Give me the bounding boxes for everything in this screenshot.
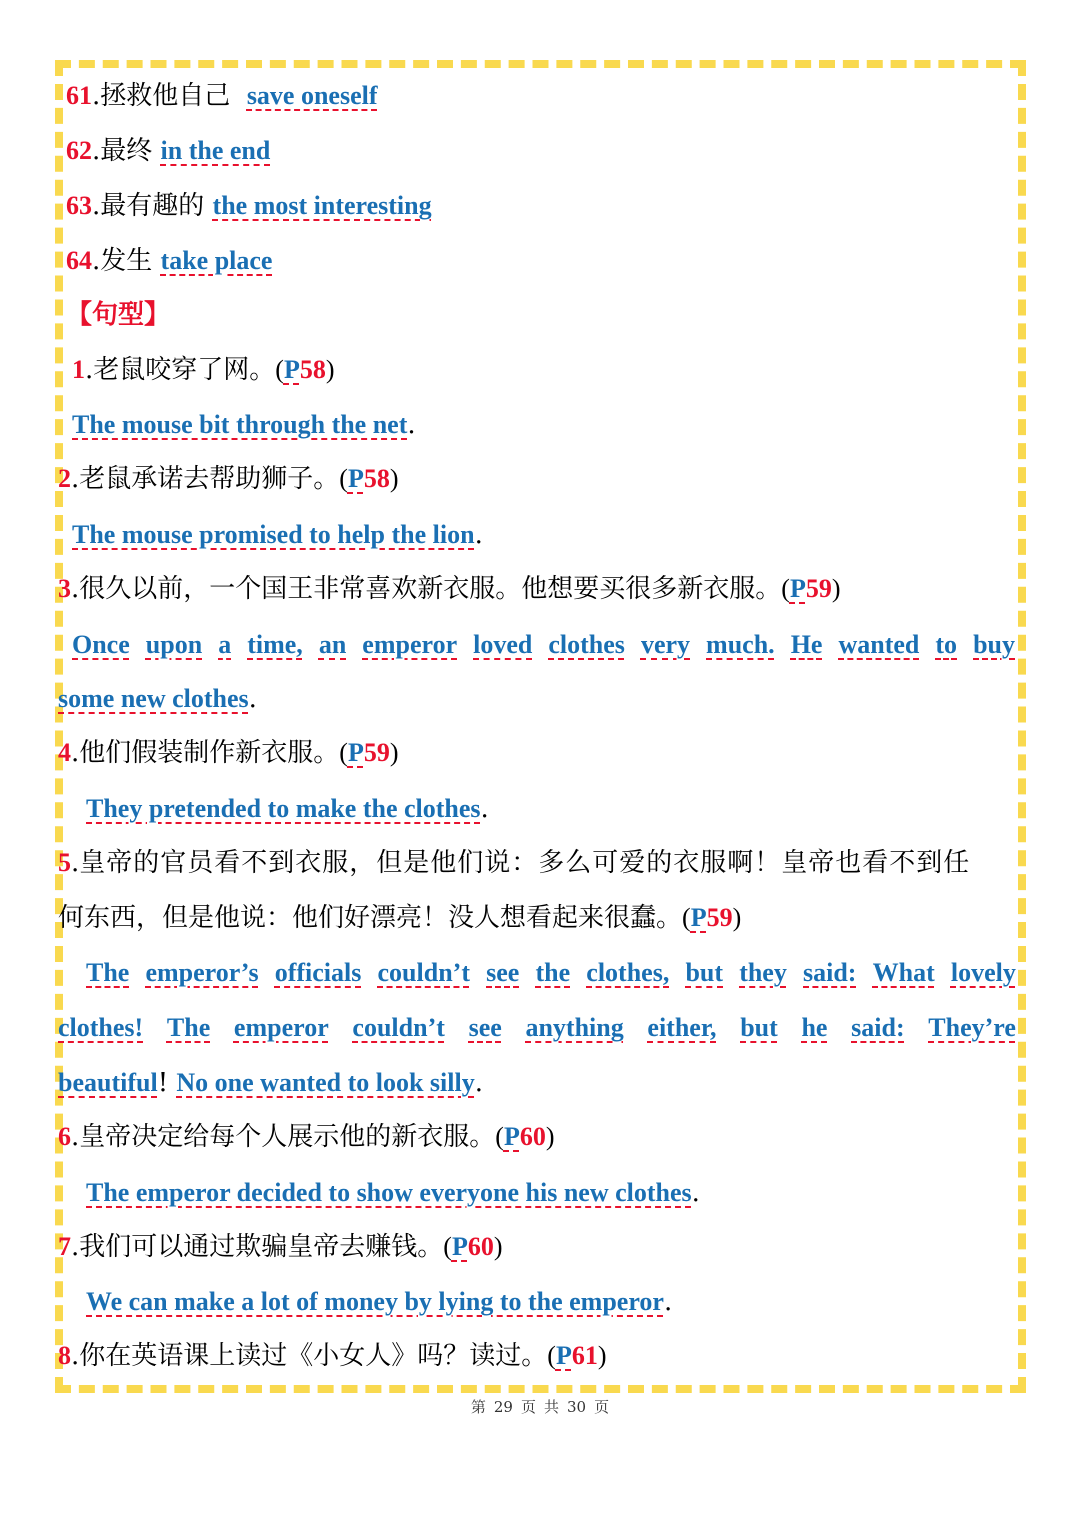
chinese-text: 老鼠承诺去帮助狮子。 (79, 464, 340, 494)
page-ref-number: 59 (805, 574, 832, 603)
word: either, (647, 1013, 717, 1042)
word: Once (72, 630, 130, 659)
sentence-number: 1 (72, 355, 85, 384)
sentence-number: 3 (58, 574, 71, 603)
word: very (640, 630, 691, 659)
english-text: No one wanted to look silly (176, 1068, 475, 1097)
page-ref: (P58) (275, 355, 335, 384)
page-ref-number: 60 (467, 1232, 494, 1261)
chinese-text: 他们假装制作新衣服。 (79, 738, 340, 768)
word: emperor (233, 1013, 329, 1042)
page-ref-number: 58 (363, 464, 390, 493)
sentence-5-english-line-2 (58, 1010, 1016, 1046)
sentence-2-chinese: 2.老鼠承诺去帮助狮子。(P58) (58, 464, 399, 494)
word: emperor’s (145, 958, 259, 987)
sentence-number: 5 (58, 848, 71, 877)
english-text: some new clothes (58, 684, 249, 713)
page-ref: (P60) (443, 1232, 503, 1261)
page-ref: (P60) (495, 1122, 555, 1151)
sentence-3-chinese: 3.很久以前，一个国王非常喜欢新衣服。他想要买很多新衣服。(P59) (58, 574, 841, 604)
sentence-7-chinese: 7.我们可以通过欺骗皇帝去赚钱。(P60) (58, 1232, 503, 1262)
phrase-chinese: 发生 (100, 246, 153, 276)
phrase-chinese: 拯救他自己 (100, 81, 231, 111)
sentence-5-english-line-3: beautiful! No one wanted to look silly. (58, 1068, 483, 1098)
chinese-text: 老鼠咬穿了网。 (93, 355, 276, 385)
page-ref-prefix: P (347, 738, 364, 767)
page-ref-prefix: P (690, 903, 707, 932)
english-text: We can make a lot of money by lying to the emperor (86, 1287, 664, 1316)
sentence-4-chinese: 4.他们假装制作新衣服。(P59) (58, 738, 399, 768)
sentence-5-chinese-line-1: 5.皇帝的官员看不到衣服，但是他们说：多么可爱的衣服啊！皇帝也看不到任 (58, 848, 971, 878)
word: clothes (548, 630, 625, 659)
word: time, (247, 630, 303, 659)
page-ref-number: 60 (519, 1122, 546, 1151)
sentence-number: 6 (58, 1122, 71, 1151)
word: loved (473, 630, 533, 659)
footer-text: 共 (544, 1398, 560, 1416)
sentence-7-english: We can make a lot of money by lying to the emperor. (86, 1287, 673, 1317)
word: see (468, 1013, 502, 1042)
page-ref-prefix: P (451, 1232, 468, 1261)
word: emperor (362, 630, 458, 659)
footer-text: 页 (594, 1398, 610, 1416)
current-page-number: 29 (493, 1398, 513, 1416)
english-text: They pretended to make the clothes (86, 794, 481, 823)
english-text: The mouse promised to help the lion (72, 520, 475, 549)
total-pages-number: 30 (567, 1398, 587, 1416)
phrase-63: 63.最有趣的 the most interesting (66, 191, 432, 221)
word: a (218, 630, 232, 659)
phrase-number: 63 (66, 191, 92, 220)
word: an (318, 630, 347, 659)
sentence-number: 4 (58, 738, 71, 767)
page-ref-number: 58 (299, 355, 326, 384)
page-ref-number: 59 (706, 903, 733, 932)
chinese-text: 皇帝决定给每个人展示他的新衣服。 (79, 1122, 496, 1152)
sentence-number: 2 (58, 464, 71, 493)
phrase-english: save oneself (246, 81, 378, 110)
word: What (872, 958, 935, 987)
sentence-2-english: The mouse promised to help the lion. (72, 520, 483, 550)
footer-text: 页 (520, 1398, 536, 1416)
page-ref-number: 61 (571, 1341, 598, 1370)
phrase-number: 62 (66, 136, 92, 165)
word: he (801, 1013, 828, 1042)
word: they (739, 958, 787, 987)
word: The (166, 1013, 211, 1042)
word: wanted (838, 630, 920, 659)
word: lovely (950, 958, 1016, 987)
sentence-3-english-line-1 (72, 627, 1015, 663)
phrase-number: 64 (66, 246, 92, 275)
word: to (935, 630, 958, 659)
word: officials (274, 958, 362, 987)
page-ref-prefix: P (789, 574, 806, 603)
word: He (790, 630, 823, 659)
sentence-5-chinese-line-2 (58, 900, 741, 936)
word: said: (803, 958, 857, 987)
footer-text: 第 (470, 1398, 486, 1416)
word: buy (973, 630, 1015, 659)
chinese-text: 很久以前，一个国王非常喜欢新衣服。他想要买很多新衣服。 (79, 574, 782, 604)
word: anything (525, 1013, 624, 1042)
phrase-64: 64.发生 take place (66, 246, 273, 276)
word: but (740, 1013, 778, 1042)
page-ref-prefix: P (503, 1122, 520, 1151)
word: couldn’t (352, 1013, 445, 1042)
page-ref: (P58) (339, 464, 399, 493)
word: see (486, 958, 520, 987)
phrase-english: the most interesting (212, 191, 432, 220)
phrase-english: take place (160, 246, 273, 275)
phrase-61: 61.拯救他自己 save oneself (66, 81, 378, 111)
page-footer (0, 1396, 1080, 1417)
word: They’re (928, 1013, 1016, 1042)
sentence-1-english: The mouse bit through the net. (72, 410, 416, 440)
word: clothes! (58, 1013, 144, 1042)
sentence-1-chinese: 1.老鼠咬穿了网。(P58) (72, 355, 335, 385)
english-text: beautiful (58, 1068, 158, 1097)
phrase-chinese: 最终 (100, 136, 153, 166)
word: the (535, 958, 571, 987)
word: but (685, 958, 724, 987)
phrase-number: 61 (66, 81, 92, 110)
chinese-text: 皇帝的官员看不到衣服，但是他们说：多么可爱的衣服啊！皇帝也看不到任 (79, 848, 971, 878)
page-ref-prefix: P (283, 355, 300, 384)
page-ref: (P59) (339, 738, 399, 767)
page-ref-number: 59 (363, 738, 390, 767)
sentence-number: 8 (58, 1341, 71, 1370)
page-ref-prefix: P (555, 1341, 572, 1370)
sentence-5-english-line-1 (86, 955, 1016, 991)
page-ref: (P59) (781, 574, 841, 603)
word: clothes, (586, 958, 670, 987)
chinese-text: 你在英语课上读过《小女人》吗？读过。 (79, 1341, 548, 1371)
page-ref-prefix: P (347, 464, 364, 493)
phrase-english: in the end (160, 136, 271, 165)
page-ref: (P59) (682, 903, 742, 932)
english-text: The emperor decided to show everyone his new clothes (86, 1178, 692, 1207)
sentence-6-english: The emperor decided to show everyone his new clothes. (86, 1178, 700, 1208)
chinese-text: 何东西，但是他说：他们好漂亮！没人想看起来很蠢。 (58, 903, 683, 933)
page-ref: (P61) (547, 1341, 607, 1370)
section-heading: 【句型】 (66, 300, 171, 330)
word: couldn’t (377, 958, 470, 987)
sentence-number: 7 (58, 1232, 71, 1261)
phrase-chinese: 最有趣的 (100, 191, 205, 221)
word: much. (706, 630, 775, 659)
phrase-62: 62.最终 in the end (66, 136, 271, 166)
english-text: The mouse bit through the net (72, 410, 408, 439)
word: The (86, 958, 130, 987)
sentence-8-chinese: 8.你在英语课上读过《小女人》吗？读过。(P61) (58, 1341, 607, 1371)
sentence-6-chinese: 6.皇帝决定给每个人展示他的新衣服。(P60) (58, 1122, 555, 1152)
word: upon (145, 630, 203, 659)
word: said: (851, 1013, 905, 1042)
sentence-4-english: They pretended to make the clothes. (86, 794, 489, 824)
chinese-text: 我们可以通过欺骗皇帝去赚钱。 (79, 1232, 444, 1262)
sentence-3-english-line-2: some new clothes. (58, 684, 257, 714)
